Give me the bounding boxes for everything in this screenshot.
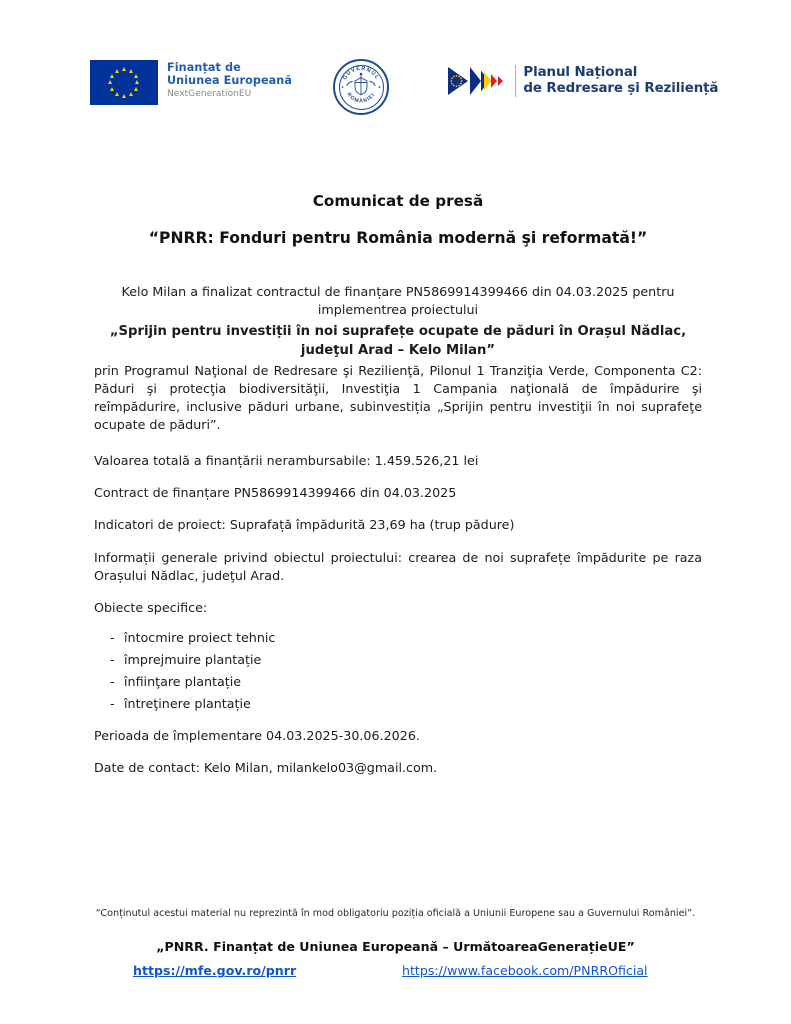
total-value-line: Valoarea totală a finanțării nerambursabile: 1.459.526,21 lei	[94, 452, 479, 468]
logo-bar	[0, 58, 791, 120]
document-body	[94, 283, 702, 778]
period-line: Perioada de împlementare 04.03.2025-30.06.2026.	[94, 728, 420, 743]
project-title-line-2: judeţul Arad – Kelo Milan”	[300, 342, 496, 358]
program-paragraph: prin Programul Naţional de Redresare şi Rezilienţă, Pilonul 1 Tranziţia Verde, Componenta C2: Păduri şi protecţia biodiversităţii, Investiţia 1 Campania naţională de împădurire şi reîmpădurire, inclusive păduri urbane, subinvestiția „Sprijin pentru investiţii în noi suprafeţe ocupate de păduri”.	[94, 362, 702, 433]
list-marker: -	[110, 695, 115, 711]
list-item-label: întocmire proiect tehnic	[124, 630, 276, 646]
document-footer	[0, 908, 791, 981]
list-marker: -	[110, 652, 115, 668]
eu-star-icon	[135, 80, 139, 84]
pnrr-arrows-icon	[448, 64, 510, 98]
intro-line-2: implementrea proiectului	[317, 302, 479, 318]
list-item	[94, 629, 702, 647]
general-info-paragraph: Informații generale privind obiectul proiectului: crearea de noi suprafețe împădurite pe raza Orașului Nădlac, judeţul Arad.	[94, 549, 702, 583]
eu-star-icon	[110, 87, 114, 91]
link-mfe[interactable]: https://mfe.gov.ro/pnrr	[133, 963, 297, 979]
romanian-government-seal-icon	[333, 59, 389, 115]
contact-line: Date de contact: Kelo Milan, milankelo03@gmail.com.	[94, 760, 438, 776]
eu-star-icon	[115, 92, 119, 96]
footer-links	[0, 963, 791, 981]
pnrr-divider	[515, 65, 516, 97]
svg-text:ROMÂNIEI: ROMÂNIEI	[345, 91, 377, 105]
project-title-line-1: „Sprijin pentru investiții în noi suprafețe ocupate de păduri în Orașul Nădlac,	[109, 323, 687, 339]
list-item-label: împrejmuire plantație	[124, 652, 262, 668]
indicators-line: Indicatori de proiect: Suprafață împădurită 23,69 ha (trup pădure)	[94, 517, 515, 533]
contract-line: Contract de finanțare PN5869914399466 din 04.03.2025	[94, 484, 457, 500]
pnrr-logo-line2: de Redresare și Reziliență	[523, 81, 719, 96]
svg-text:GUVERNUL: GUVERNUL	[341, 65, 381, 82]
pnrr-logo	[448, 64, 718, 98]
eu-star-icon	[129, 69, 133, 73]
pnrr-logo-text	[523, 65, 718, 97]
eu-star-icon	[108, 80, 112, 84]
pnrr-logo-line1: Planul Național	[523, 64, 638, 80]
eu-star-icon	[122, 94, 126, 98]
objectives-list	[94, 629, 702, 713]
footer-disclaimer: “Conținutul acestui material nu reprezintă în mod obligatoriu poziția oficială a Uniunii Europene sau a Guvernului României”.	[95, 908, 696, 919]
eu-star-icon	[129, 92, 133, 96]
list-item	[94, 651, 702, 669]
eu-star-icon	[134, 74, 138, 78]
footer-slogan: „PNRR. Finanțat de Uniunea Europeană – UrmătoareaGenerațieUE”	[156, 939, 635, 955]
list-item-label: întreţinere plantație	[124, 695, 251, 711]
eu-logo-line1: Finanțat de	[167, 61, 241, 74]
eu-star-icon	[134, 87, 138, 91]
eu-star-icon	[122, 67, 126, 71]
list-item-label: înfiinţare plantație	[124, 673, 242, 689]
intro-line-1: Kelo Milan a finalizat contractul de finanțare PN5869914399466 din 04.03.2025 pentru	[121, 284, 675, 299]
page-subtitle: “PNRR: Fonduri pentru România modernă şi reformată!”	[148, 229, 648, 247]
list-item	[94, 695, 702, 713]
eu-funding-logo	[90, 60, 292, 105]
page-title: Comunicat de presă	[312, 192, 484, 210]
eu-star-icon	[115, 69, 119, 73]
eu-logo-text	[167, 60, 292, 100]
list-marker: -	[110, 673, 115, 689]
objectives-label: Obiecte specifice:	[94, 600, 208, 616]
seal-artwork	[333, 59, 389, 115]
link-facebook[interactable]: https://www.facebook.com/PNRROficial	[402, 963, 648, 979]
list-item	[94, 673, 702, 691]
list-marker: -	[110, 630, 115, 646]
eu-star-icon	[110, 74, 114, 78]
eu-logo-line2: Uniunea Europeană	[167, 73, 293, 87]
eu-flag-icon	[90, 60, 158, 105]
eu-logo-subtitle: NextGenerationEU	[167, 88, 252, 99]
